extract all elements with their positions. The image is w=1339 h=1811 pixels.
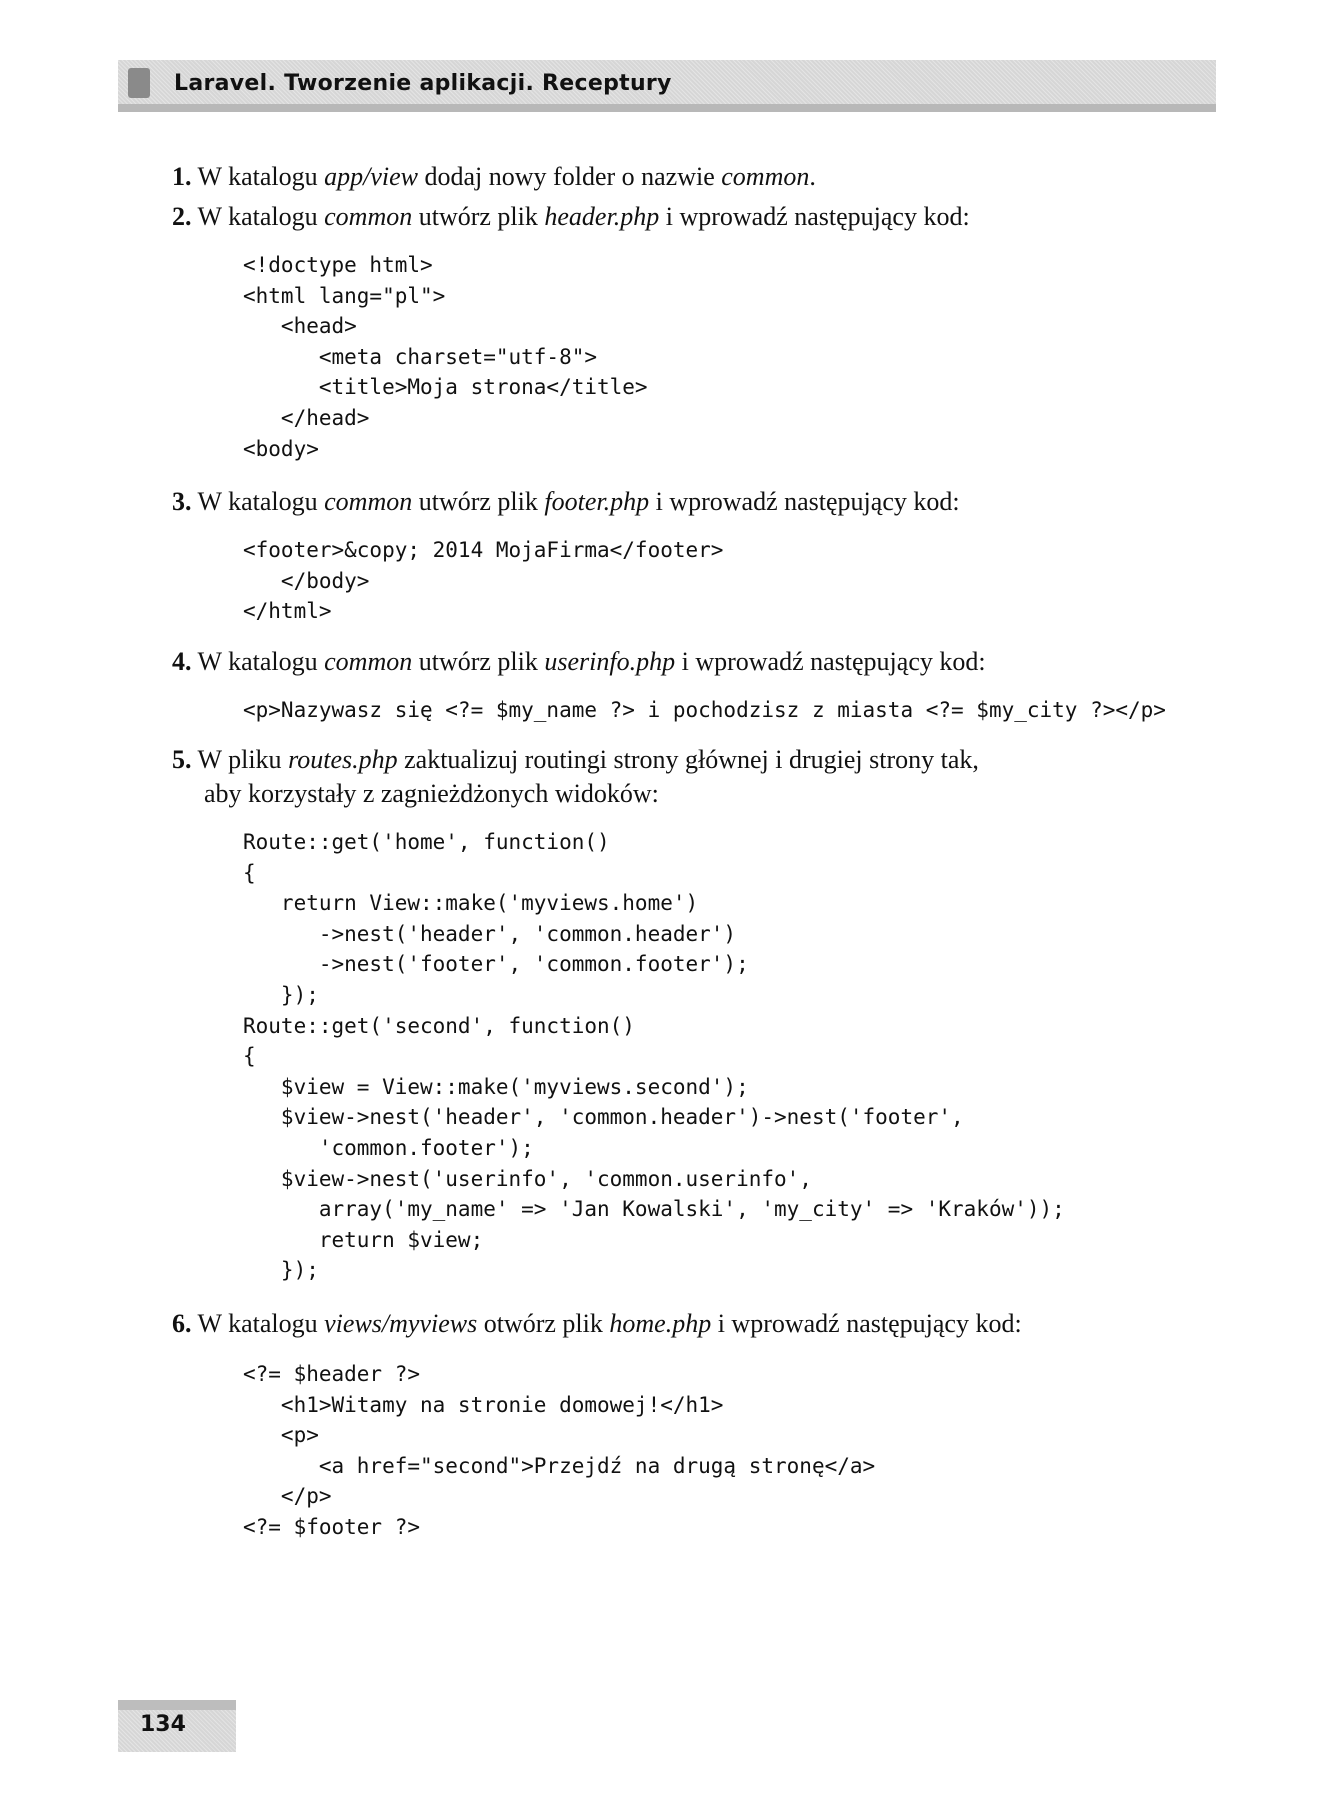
step-text: otwórz plik <box>477 1309 610 1338</box>
running-header <box>118 60 1216 112</box>
code-footer-php: <footer>&copy; 2014 MojaFirma</footer> </body> </html> <box>243 538 724 624</box>
path-name: views/myviews <box>324 1309 478 1338</box>
file-name: header.php <box>544 202 660 231</box>
step-number: 2. <box>172 202 192 231</box>
book-title: Laravel. Tworzenie aplikacji. Receptury <box>174 71 672 96</box>
step-3 <box>172 485 960 519</box>
page-number: 134 <box>140 1712 186 1737</box>
step-number: 6. <box>172 1309 192 1338</box>
step-text: W pliku <box>197 745 289 774</box>
step-6 <box>172 1307 1022 1341</box>
step-number: 1. <box>172 162 192 191</box>
step-text: i wprowadź następujący kod: <box>711 1309 1022 1338</box>
step-text: W katalogu <box>197 202 325 231</box>
code-header-php: <!doctype html> <html lang="pl"> <head> <meta charset="utf-8"> <title>Moja strona</title> </head> <body> <box>243 253 648 461</box>
step-text: W katalogu <box>197 1309 325 1338</box>
code-home-php: <?= $header ?> <h1>Witamy na stronie domowej!</h1> <p> <a href="second">Przejdź na drugą stronę</a> </p> <?= $footer ?> <box>243 1362 876 1539</box>
step-text: i wprowadź następujący kod: <box>675 647 986 676</box>
step-text: utwórz plik <box>412 487 545 516</box>
step-1 <box>172 160 816 194</box>
step-number: 4. <box>172 647 192 676</box>
step-text: dodaj nowy folder o nazwie <box>418 162 722 191</box>
step-4 <box>172 645 986 679</box>
step-number: 3. <box>172 487 192 516</box>
step-continuation: aby korzystały z zagnieżdżonych widoków: <box>204 779 659 808</box>
step-2 <box>172 200 970 234</box>
file-name: footer.php <box>544 487 650 516</box>
step-number: 5. <box>172 745 192 774</box>
step-text: W katalogu <box>197 647 325 676</box>
header-marker <box>128 68 150 98</box>
step-text: . <box>809 162 816 191</box>
page-number-bar <box>118 1700 236 1710</box>
folder-name: common <box>721 162 810 191</box>
file-name: userinfo.php <box>544 647 676 676</box>
file-name: home.php <box>609 1309 712 1338</box>
step-5 <box>172 743 979 811</box>
step-text: i wprowadź następujący kod: <box>659 202 970 231</box>
file-name: routes.php <box>288 745 398 774</box>
path-name: app/view <box>324 162 419 191</box>
step-text: utwórz plik <box>412 202 545 231</box>
step-text: zaktualizuj routingi strony głównej i drugiej strony tak, <box>397 745 979 774</box>
header-underline <box>118 104 1216 112</box>
step-text: W katalogu <box>197 487 325 516</box>
folder-name: common <box>324 647 413 676</box>
code-userinfo-php: <p>Nazywasz się <?= $my_name ?> i pochodzisz z miasta <?= $my_city ?></p> <box>243 698 1166 722</box>
code-routes-php: Route::get('home', function() { return View::make('myviews.home') ->nest('header', 'common.header') ->nest('footer', 'common.footer'); }); Route::get('second', function() { $view = View::make('myviews.second'); $view->nest('header', 'common.header')->nest('footer', 'common.footer'); $view->nest('userinfo', 'common.userinfo', array('my_name' => 'Jan Kowalski', 'my_city' => 'Kraków')); return $view; }); <box>243 830 1065 1283</box>
step-text: W katalogu <box>197 162 325 191</box>
folder-name: common <box>324 202 413 231</box>
step-text: utwórz plik <box>412 647 545 676</box>
page-number-box <box>118 1700 236 1752</box>
folder-name: common <box>324 487 413 516</box>
step-text: i wprowadź następujący kod: <box>649 487 960 516</box>
